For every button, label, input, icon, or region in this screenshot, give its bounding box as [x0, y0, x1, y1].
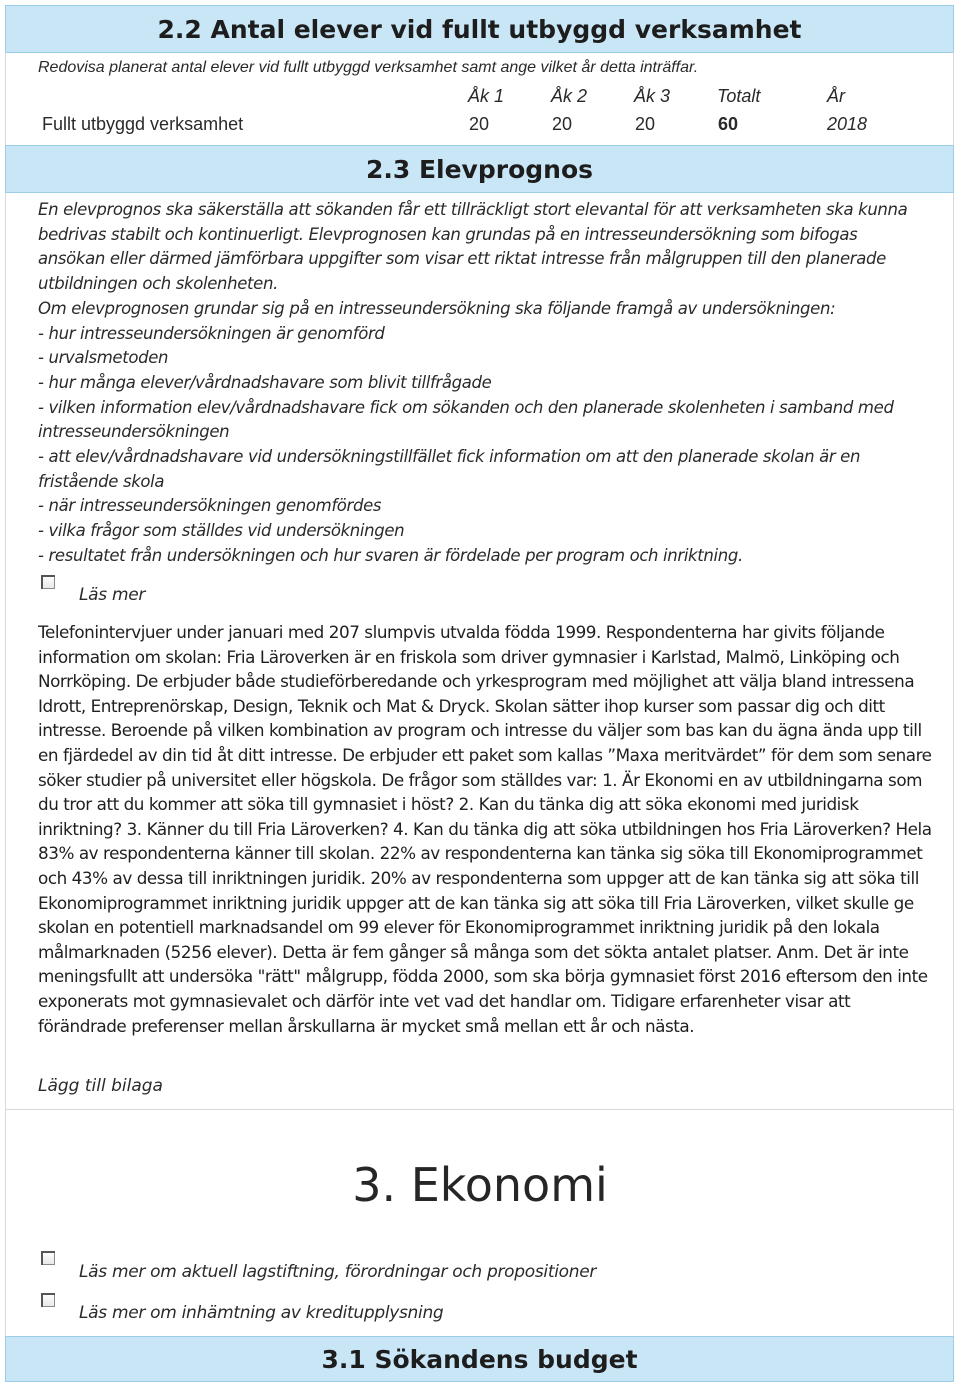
row-label-fullt-utbyggd: Fullt utbyggd verksamhet	[42, 114, 244, 134]
instruction-bullet: - urvalsmetoden	[38, 348, 169, 368]
elevprognos-instructions	[38, 198, 928, 569]
read-more-checkbox[interactable]	[41, 575, 55, 589]
credit-check-checkbox[interactable]	[41, 1293, 55, 1307]
elevprognos-answer: Telefonintervjuer under januari med 207 slumpvis utvalda födda 1999. Respondenterna har givits följande information om skolan: Fria Läroverken är en friskola som driver gymnasier i Karlstad, Malmö, Linköping och Norrköping. De erbjuder både studieförberedande och yrkesprogram med möjlighet att välja bland intressena Idrott, Entreprenörskap, Design, Teknik och Mat & Dryck. Skolan sätter ihop kurser som passar dig och ditt intresse. Beroende på vilken kombination av program och intresse du väljer som bas kan du ägna ända upp till en fjärdedel av din tid åt ditt intresse. De erbjuder ett paket som kallas ”Maxa meritvärdet” för dem som senare söker studier på universitet eller högskola. De frågor som ställdes var: 1. Är Ekonomi en av utbildningarna som du tror att du kommer att söka till gymnasiet i höst? 2. Kan du tänka dig att söka ekonomi med juridisk inriktning? 3. Känner du till Fria Läroverken? 4. Kan du tänka dig att söka utbildningen hos Fria Läroverken? Hela 83% av respondenterna känner till skolan. 22% av respondenterna kan tänka sig söka till Ekonomiprogrammet och 43% av dessa till inriktningen juridik. 20% av respondenterna som uppger att de kan tänka sig att söka till Ekonomiprogrammet inriktning juridik uppger att de kan tänka sig att söka till Fria Läroverken, vilket skulle ge skolan en potentiell marknadsandel om 99 elever för Ekonomiprogrammet inriktning juridik på den lokala målmarknaden (5256 elever). Detta är fem gånger så många som det sökta antalet platser. Anm. Det är inte meningsfullt att undersöka "rätt" målgrupp, födda 2000, som ska börja gymnasiet först 2016 eftersom den inte exponerats mot gymnasievalet och därför inte vet vad det handlar om. Tidigare erfarenheter visar att förändrade preferenser mellan årskullarna är mycket små mellan ett år och nästa.	[38, 622, 932, 1036]
credit-check-link[interactable]: Läs mer om inhämtning av kreditupplysning	[79, 1303, 444, 1323]
instruction-bullet: - hur intresseundersökningen är genomförd	[38, 323, 385, 343]
value-totalt: 60	[718, 114, 739, 134]
student-count-instruction: Redovisa planerat antal elever vid fullt utbyggd verksamhet samt ange vilket år detta inträffar.	[38, 59, 699, 76]
column-header-totalt: Totalt	[717, 86, 761, 106]
section-2-2-header: 2.2 Antal elever vid fullt utbyggd verksamhet	[5, 5, 954, 53]
section-2-3-header: 2.3 Elevprognos	[5, 145, 954, 193]
value-ar: 2018	[827, 114, 868, 134]
instruction-bullet: - vilka frågor som ställdes vid undersökningen	[38, 521, 405, 541]
value-ak3: 20	[635, 114, 656, 134]
instruction-paragraph: Om elevprognosen grundar sig på en intresseundersökning ska följande framgå av undersökningen:	[38, 298, 836, 318]
read-more-link[interactable]: Läs mer	[79, 585, 146, 605]
column-header-ak2: Åk 2	[551, 86, 588, 106]
value-ak1: 20	[469, 114, 490, 134]
instruction-bullet: - att elev/vårdnadshavare vid undersökningstillfället fick information om att den planerade skolan är en fristående skola	[38, 447, 861, 491]
column-header-ak1: Åk 1	[468, 86, 505, 106]
column-header-ar: År	[827, 86, 845, 106]
section-3-title: 3. Ekonomi	[352, 1158, 608, 1212]
section-3-1-header: 3.1 Sökandens budget	[5, 1336, 954, 1382]
value-ak2: 20	[552, 114, 573, 134]
instruction-bullet: - vilken information elev/vårdnadshavare fick om sökanden och den planerade skolenheten i samband med intresseundersökningen	[38, 397, 894, 442]
instruction-bullet: - när intresseundersökningen genomfördes	[38, 496, 382, 516]
column-header-ak3: Åk 3	[634, 86, 671, 106]
instruction-paragraph: En elevprognos ska säkerställa att sökanden får ett tillräckligt stort elevantal för att verksamheten ska kunna bedrivas stabilt och kontinuerligt. Elevprognosen kan grundas på en intresseundersökning som bifogas ansökan eller därmed jämförbara uppgifter som visar ett riktat intresse från målgruppen till den planerade utbildningen och skolenheten.	[38, 200, 908, 294]
instruction-bullet: - resultatet från undersökningen och hur svaren är fördelade per program och inriktning.	[38, 545, 743, 565]
legislation-link[interactable]: Läs mer om aktuell lagstiftning, förordningar och propositioner	[79, 1262, 597, 1282]
legislation-checkbox[interactable]	[41, 1251, 55, 1265]
instruction-bullet: - hur många elever/vårdnadshavare som blivit tillfrågade	[38, 372, 492, 392]
add-attachment-link[interactable]: Lägg till bilaga	[38, 1076, 163, 1096]
